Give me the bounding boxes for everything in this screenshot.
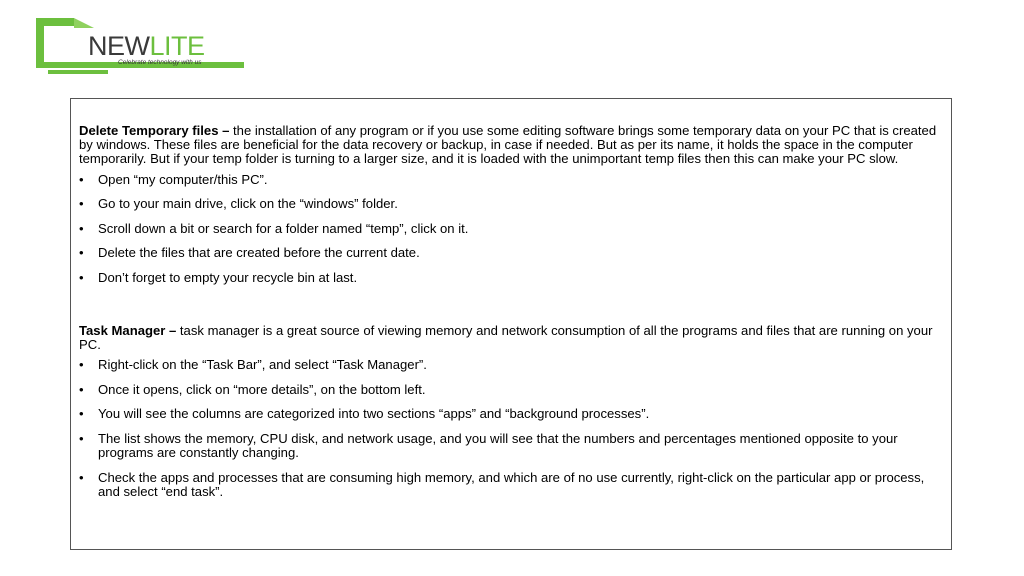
list-item [79,432,942,460]
list-item [79,358,942,372]
content-box [70,98,952,550]
section-temp-files-intro [79,124,942,167]
section-spacer [79,296,942,324]
section-text: the installation of any program or if you use some editing software brings some temporary data on your PC that is created by windows. These files are beneficial for the data recovery or backup, in case if needed. But as per its name, it holds the space in the computer temporarily. But if your temp folder is turning to a larger size, and it is loaded with the unimportant temp files then this can make your PC slow. [79,123,937,167]
list-item-text: Scroll down a bit or search for a folder named “temp”, click on it. [98,220,469,236]
logo-word-lite: LITE [149,31,205,61]
list-item-text: You will see the columns are categorized into two sections “apps” and “background processes”. [98,406,650,422]
list-item-text: Delete the files that are created before the current date. [98,245,420,261]
section-text: task manager is a great source of viewing memory and network consumption of all the programs and files that are running on your PC. [79,322,933,352]
bullet-icon: • [79,196,84,212]
bullet-icon: • [79,381,84,397]
bullet-icon: • [79,406,84,422]
logo-word-new: NEW [88,31,150,61]
task-manager-steps-list [79,358,942,499]
logo-tagline: Celebrate technology with us [118,59,202,66]
bullet-icon: • [79,171,84,187]
list-item [79,246,942,260]
temp-files-steps-list [79,173,942,286]
list-item-text: Open “my computer/this PC”. [98,171,268,187]
section-task-manager-intro [79,324,942,352]
bullet-icon: • [79,220,84,236]
bullet-icon: • [79,356,84,372]
list-item [79,383,942,397]
section-heading: Task Manager – [79,322,177,338]
list-item [79,471,942,499]
list-item-text: Right-click on the “Task Bar”, and select “Task Manager”. [98,356,427,372]
newlite-logo [34,16,254,76]
list-item-text: Don’t forget to empty your recycle bin at last. [98,269,358,285]
list-item [79,197,942,211]
list-item [79,407,942,421]
list-item-text: Check the apps and processes that are consuming high memory, and which are of no use currently, right-click on the particular app or process, and select “end task”. [98,469,925,499]
bullet-icon: • [79,269,84,285]
list-item [79,271,942,285]
bullet-icon: • [79,430,84,446]
list-item [79,173,942,187]
list-item-text: Go to your main drive, click on the “windows” folder. [98,196,398,212]
bullet-icon: • [79,469,84,485]
list-item [79,222,942,236]
list-item-text: The list shows the memory, CPU disk, and network usage, and you will see that the numbers and percentages mentioned opposite to your programs are constantly changing. [98,430,898,460]
logo-wordmark [88,32,205,60]
list-item-text: Once it opens, click on “more details”, on the bottom left. [98,381,426,397]
section-heading: Delete Temporary files – [79,123,230,138]
bullet-icon: • [79,245,84,261]
